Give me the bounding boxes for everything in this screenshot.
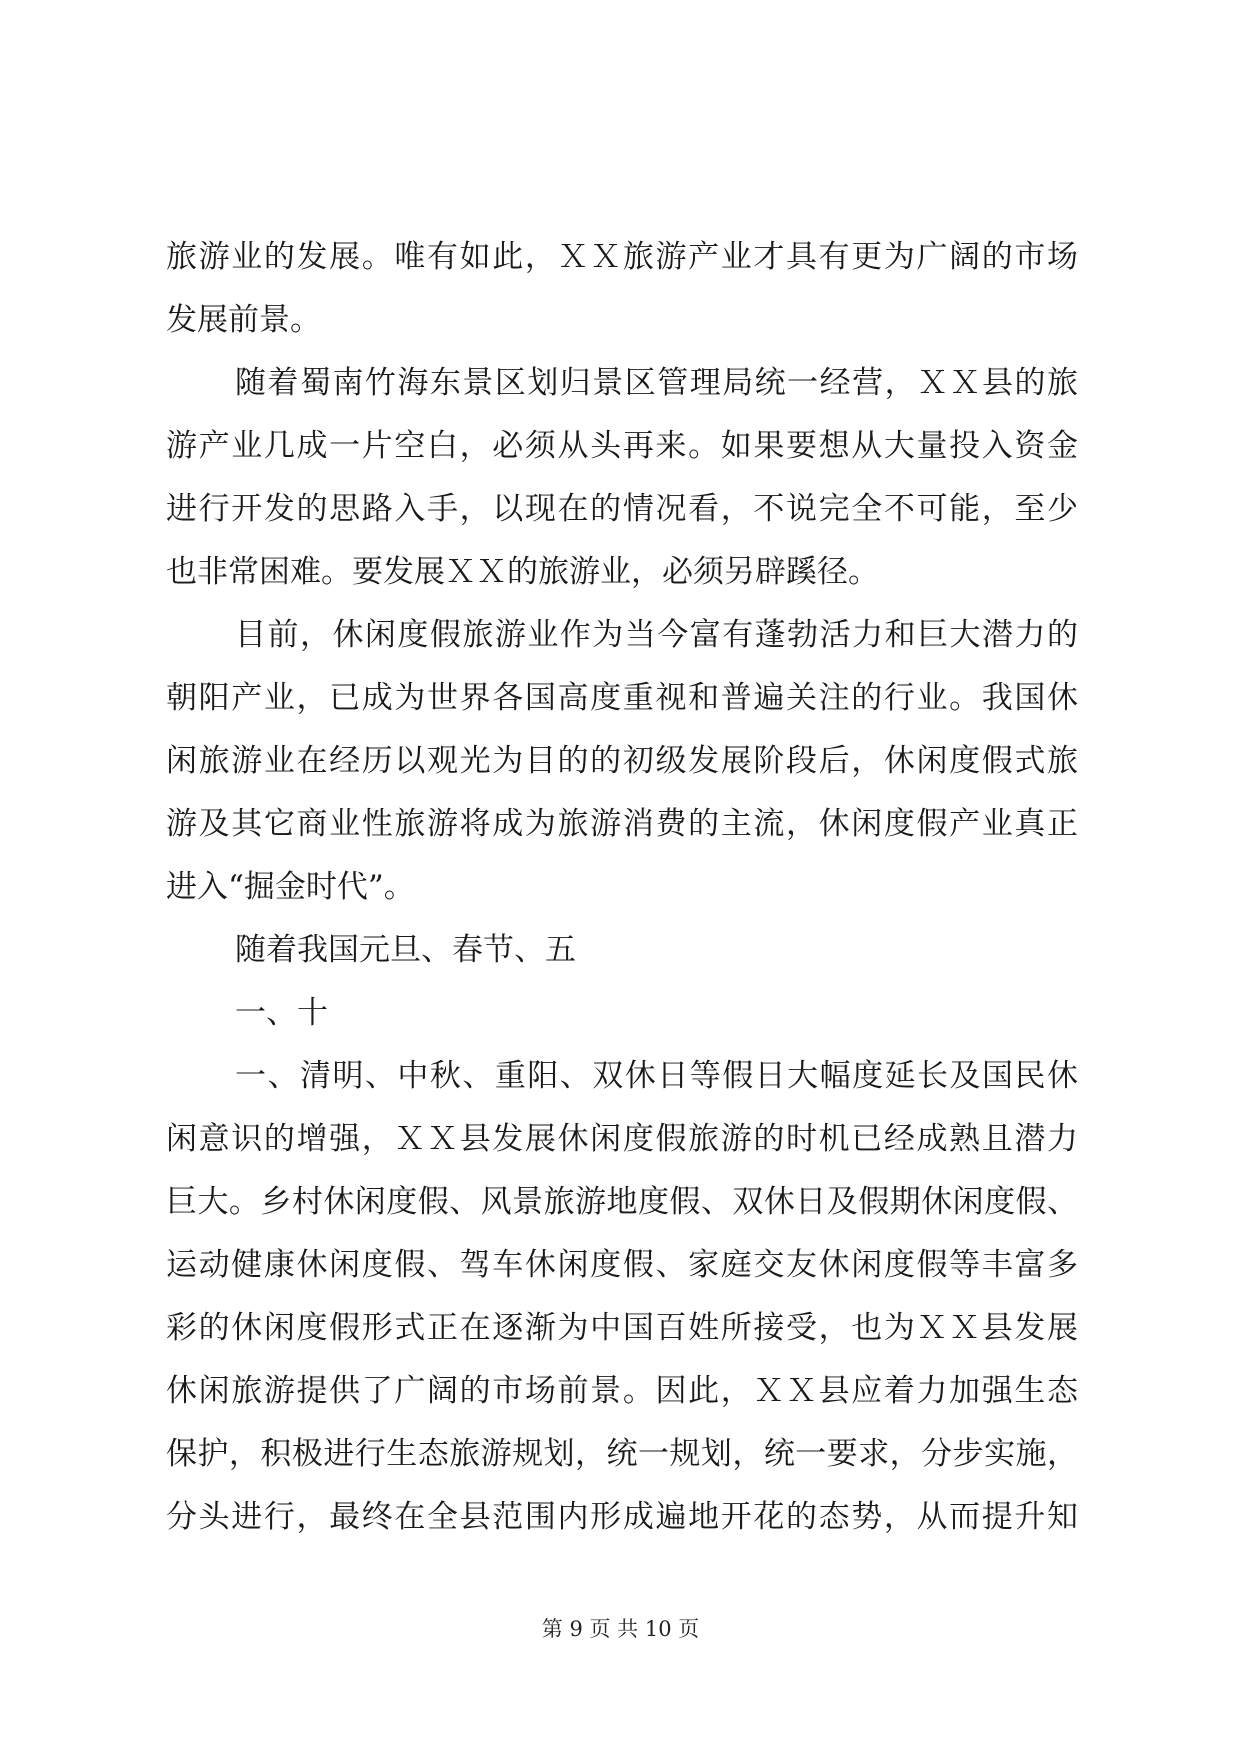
text-line: 休闲旅游提供了广阔的市场前景。因此，ＸＸ县应着力加强生态 (166, 1373, 1078, 1409)
page-number-label: 第 9 页 共 10 页 (541, 1617, 700, 1641)
text-line: 彩的休闲度假形式正在逐渐为中国百姓所接受，也为ＸＸ县发展 (166, 1310, 1078, 1346)
text-line: 旅游业的发展。唯有如此，ＸＸ旅游产业才具有更为广阔的市场 (166, 239, 1078, 275)
text-line: 闲旅游业在经历以观光为目的的初级发展阶段后，休闲度假式旅 (166, 743, 1078, 779)
text-line: 随着我国元旦、春节、五 (235, 932, 576, 968)
text-line: 游产业几成一片空白，必须从头再来。如果要想从大量投入资金 (166, 428, 1078, 464)
text-line: 分头进行，最终在全县范围内形成遍地开花的态势，从而提升知 (166, 1499, 1078, 1535)
paragraph (166, 919, 1078, 982)
paragraph (166, 1045, 1078, 1549)
text-line: 发展前景。 (166, 302, 321, 338)
text-line: 一、清明、中秋、重阳、双休日等假日大幅度延长及国民休 (235, 1058, 1078, 1094)
text-line: 保护，积极进行生态旅游规划，统一规划，统一要求，分步实施， (166, 1436, 1078, 1472)
text-line: 随着蜀南竹海东景区划归景区管理局统一经营，ＸＸ县的旅 (235, 365, 1078, 401)
paragraph (166, 352, 1078, 604)
document-body (166, 226, 1078, 1549)
paragraph (166, 226, 1078, 352)
text-line: 闲意识的增强，ＸＸ县发展休闲度假旅游的时机已经成熟且潜力 (166, 1121, 1078, 1157)
text-line: 游及其它商业性旅游将成为旅游消费的主流，休闲度假产业真正 (166, 806, 1078, 842)
text-line: 也非常困难。要发展ＸＸ的旅游业，必须另辟蹊径。 (166, 554, 879, 590)
text-line: 运动健康休闲度假、驾车休闲度假、家庭交友休闲度假等丰富多 (166, 1247, 1078, 1283)
paragraph (166, 604, 1078, 919)
text-line: 一、十 (235, 995, 328, 1031)
text-line: 巨大。乡村休闲度假、风景旅游地度假、双休日及假期休闲度假、 (166, 1184, 1078, 1220)
text-line: 进入“掘金时代”。 (166, 869, 415, 905)
page-footer (0, 1613, 1241, 1643)
text-line: 进行开发的思路入手，以现在的情况看，不说完全不可能，至少 (166, 491, 1078, 527)
paragraph (166, 982, 1078, 1045)
text-line: 朝阳产业，已成为世界各国高度重视和普遍关注的行业。我国休 (166, 680, 1078, 716)
text-line: 目前，休闲度假旅游业作为当今富有蓬勃活力和巨大潜力的 (235, 617, 1078, 653)
